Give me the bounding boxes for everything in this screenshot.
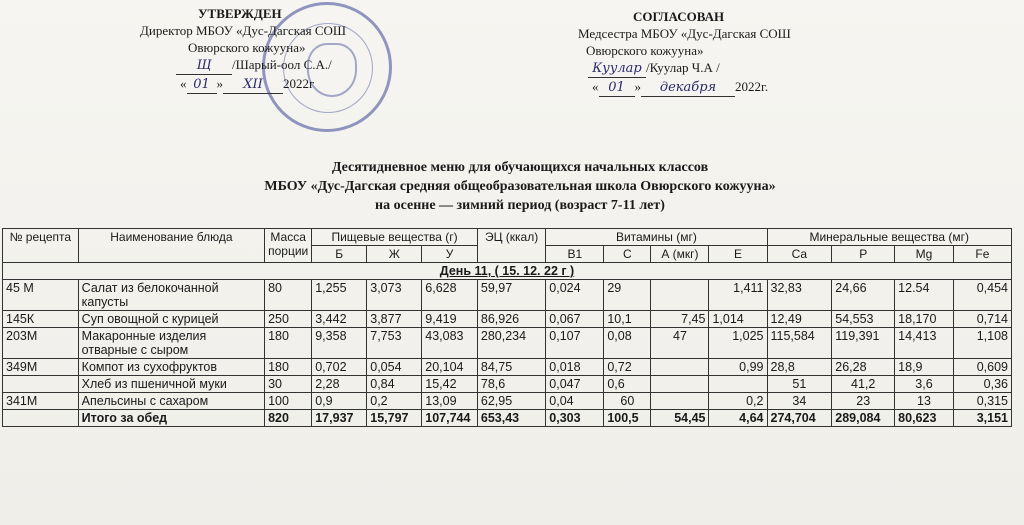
header-b: Б xyxy=(312,246,367,263)
cell-fe: 0,36 xyxy=(953,376,1011,393)
total-e: 4,64 xyxy=(709,410,767,427)
cell-b1: 0,067 xyxy=(546,311,604,328)
total-zh: 15,797 xyxy=(367,410,422,427)
cell-mass: 180 xyxy=(265,359,312,376)
cell-energy: 84,75 xyxy=(477,359,545,376)
header-vitamins: Витамины (мг) xyxy=(546,229,767,246)
cell-energy: 62,95 xyxy=(477,393,545,410)
cell-recipe: 341М xyxy=(3,393,79,410)
cell-b1: 0,04 xyxy=(546,393,604,410)
cell-recipe xyxy=(3,376,79,393)
table-row xyxy=(3,311,1012,328)
cell-b1: 0,024 xyxy=(546,280,604,311)
total-fe: 3,151 xyxy=(953,410,1011,427)
cell-c: 0,72 xyxy=(604,359,651,376)
header-dish: Наименование блюда xyxy=(78,229,264,263)
cell-mg: 18,9 xyxy=(895,359,954,376)
table-row xyxy=(3,328,1012,359)
cell-fe: 0,609 xyxy=(953,359,1011,376)
cell-u: 20,104 xyxy=(422,359,478,376)
agreed-signature: /Куулар Ч.А / xyxy=(646,60,720,75)
cell-e: 1,411 xyxy=(709,280,767,311)
cell-c: 29 xyxy=(604,280,651,311)
cell-b: 9,358 xyxy=(312,328,367,359)
cell-e xyxy=(709,376,767,393)
cell-fe: 0,714 xyxy=(953,311,1011,328)
cell-dish: Макаронные изделия отварные с сыром xyxy=(78,328,264,359)
cell-e: 0,2 xyxy=(709,393,767,410)
cell-mass: 100 xyxy=(265,393,312,410)
header-fe: Fe xyxy=(953,246,1011,263)
cell-a xyxy=(651,359,709,376)
cell-recipe: 349М xyxy=(3,359,79,376)
cell-b1: 0,047 xyxy=(546,376,604,393)
agreed-date-close: » xyxy=(634,79,641,94)
cell-c: 60 xyxy=(604,393,651,410)
total-label: Итого за обед xyxy=(78,410,264,427)
header-nutrients: Пищевые вещества (г) xyxy=(312,229,478,246)
cell-mg: 13 xyxy=(895,393,954,410)
cell-mass: 180 xyxy=(265,328,312,359)
cell-zh: 0,2 xyxy=(367,393,422,410)
header-energy: ЭЦ (ккал) xyxy=(477,229,545,263)
agreed-title: СОГЛАСОВАН xyxy=(633,9,725,24)
agreed-block xyxy=(578,8,838,97)
cell-u: 43,083 xyxy=(422,328,478,359)
total-row xyxy=(3,410,1012,427)
cell-b: 0,702 xyxy=(312,359,367,376)
cell-c: 0,6 xyxy=(604,376,651,393)
cell-p: 41,2 xyxy=(832,376,895,393)
table-row xyxy=(3,359,1012,376)
title-line3: на осенне — зимний период (возраст 7-11 лет) xyxy=(375,198,665,213)
cell-mass: 250 xyxy=(265,311,312,328)
cell-b1: 0,107 xyxy=(546,328,604,359)
cell-u: 6,628 xyxy=(422,280,478,311)
header-e: Е xyxy=(709,246,767,263)
cell-ca: 32,83 xyxy=(767,280,832,311)
approved-line1: Директор МБОУ «Дус-Дагская СОШ xyxy=(140,23,347,38)
cell-b1: 0,018 xyxy=(546,359,604,376)
approved-date-day: 01 xyxy=(187,76,217,94)
cell-c: 10,1 xyxy=(604,311,651,328)
cell-recipe: 145К xyxy=(3,311,79,328)
total-b: 17,937 xyxy=(312,410,367,427)
title-line1: Десятидневное меню для обучающихся начальных классов xyxy=(331,160,709,175)
cell-mass: 30 xyxy=(265,376,312,393)
approved-line2: Овюрского кожууна» xyxy=(188,40,306,55)
cell-p: 54,553 xyxy=(832,311,895,328)
cell-mass: 80 xyxy=(265,280,312,311)
total-ca: 274,704 xyxy=(767,410,832,427)
agreed-date-year: 2022г. xyxy=(735,79,769,94)
cell-mg: 3,6 xyxy=(895,376,954,393)
cell-p: 23 xyxy=(832,393,895,410)
cell-fe: 1,108 xyxy=(953,328,1011,359)
cell-ca: 28,8 xyxy=(767,359,832,376)
cell-a xyxy=(651,280,709,311)
cell-a xyxy=(651,393,709,410)
cell-mg: 18,170 xyxy=(895,311,954,328)
cell-c: 0,08 xyxy=(604,328,651,359)
header-b1: B1 xyxy=(546,246,604,263)
header-ca: Са xyxy=(767,246,832,263)
approved-block xyxy=(140,5,370,94)
agreed-date-month: декабря xyxy=(641,79,735,97)
cell-b: 1,255 xyxy=(312,280,367,311)
approved-signature: /Шарый-оол С.А./ xyxy=(232,57,332,72)
cell-e: 0,99 xyxy=(709,359,767,376)
cell-zh: 3,877 xyxy=(367,311,422,328)
approved-title: УТВЕРЖДЕН xyxy=(198,6,282,21)
total-mg: 80,623 xyxy=(895,410,954,427)
cell-recipe: 203М xyxy=(3,328,79,359)
cell-a: 47 xyxy=(651,328,709,359)
cell-recipe: 45 М xyxy=(3,280,79,311)
total-u: 107,744 xyxy=(422,410,478,427)
cell-recipe xyxy=(3,410,79,427)
cell-p: 24,66 xyxy=(832,280,895,311)
cell-ca: 51 xyxy=(767,376,832,393)
cell-p: 26,28 xyxy=(832,359,895,376)
total-energy: 653,43 xyxy=(477,410,545,427)
cell-a xyxy=(651,376,709,393)
menu-table xyxy=(2,228,1012,427)
cell-zh: 0,84 xyxy=(367,376,422,393)
agreed-line2: Овюрского кожууна» xyxy=(586,43,704,58)
cell-b: 2,28 xyxy=(312,376,367,393)
header-c: С xyxy=(604,246,651,263)
cell-energy: 280,234 xyxy=(477,328,545,359)
approved-handwritten-signature: Щ xyxy=(196,58,212,73)
document-title xyxy=(160,158,880,215)
approved-date-close: » xyxy=(216,76,223,91)
cell-u: 15,42 xyxy=(422,376,478,393)
cell-fe: 0,315 xyxy=(953,393,1011,410)
header-recipe: № рецепта xyxy=(3,229,79,263)
cell-ca: 115,584 xyxy=(767,328,832,359)
approved-date-open: « xyxy=(180,76,187,91)
agreed-date-day: 01 xyxy=(599,79,635,97)
approved-date-month: XII xyxy=(223,76,283,94)
approved-date-year: 2022г xyxy=(283,76,315,91)
cell-fe: 0,454 xyxy=(953,280,1011,311)
total-p: 289,084 xyxy=(832,410,895,427)
day-label: День 11, ( 15. 12. 22 г ) xyxy=(3,263,1012,280)
cell-zh: 7,753 xyxy=(367,328,422,359)
cell-energy: 59,97 xyxy=(477,280,545,311)
cell-ca: 12,49 xyxy=(767,311,832,328)
total-a: 54,45 xyxy=(651,410,709,427)
table-row xyxy=(3,376,1012,393)
cell-b: 0,9 xyxy=(312,393,367,410)
cell-mg: 14,413 xyxy=(895,328,954,359)
cell-b: 3,442 xyxy=(312,311,367,328)
cell-p: 119,391 xyxy=(832,328,895,359)
cell-zh: 0,054 xyxy=(367,359,422,376)
cell-u: 13,09 xyxy=(422,393,478,410)
cell-energy: 86,926 xyxy=(477,311,545,328)
table-row xyxy=(3,393,1012,410)
cell-ca: 34 xyxy=(767,393,832,410)
header-minerals: Минеральные вещества (мг) xyxy=(767,229,1012,246)
header-mass: Масса порции xyxy=(265,229,312,263)
header-zh: Ж xyxy=(367,246,422,263)
total-mass: 820 xyxy=(265,410,312,427)
total-c: 100,5 xyxy=(604,410,651,427)
header-u: У xyxy=(422,246,478,263)
cell-zh: 3,073 xyxy=(367,280,422,311)
agreed-line1: Медсестра МБОУ «Дус-Дагская СОШ xyxy=(578,26,791,41)
cell-energy: 78,6 xyxy=(477,376,545,393)
header-a: А (мкг) xyxy=(651,246,709,263)
title-line2: МБОУ «Дус-Дагская средняя общеобразовательная школа Овюрского кожууна» xyxy=(264,179,776,194)
cell-dish: Апельсины с сахаром xyxy=(78,393,264,410)
agreed-handwritten-signature: Куулар xyxy=(588,60,646,78)
cell-e: 1,025 xyxy=(709,328,767,359)
header-p: Р xyxy=(832,246,895,263)
cell-dish: Хлеб из пшеничной муки xyxy=(78,376,264,393)
cell-a: 7,45 xyxy=(651,311,709,328)
cell-e: 1,014 xyxy=(709,311,767,328)
cell-u: 9,419 xyxy=(422,311,478,328)
cell-dish: Суп овощной с курицей xyxy=(78,311,264,328)
cell-dish: Салат из белокочанной капусты xyxy=(78,280,264,311)
header-mg: Mg xyxy=(895,246,954,263)
cell-mg: 12.54 xyxy=(895,280,954,311)
total-b1: 0,303 xyxy=(546,410,604,427)
agreed-date-open: « xyxy=(592,79,599,94)
table-row xyxy=(3,280,1012,311)
cell-dish: Компот из сухофруктов xyxy=(78,359,264,376)
